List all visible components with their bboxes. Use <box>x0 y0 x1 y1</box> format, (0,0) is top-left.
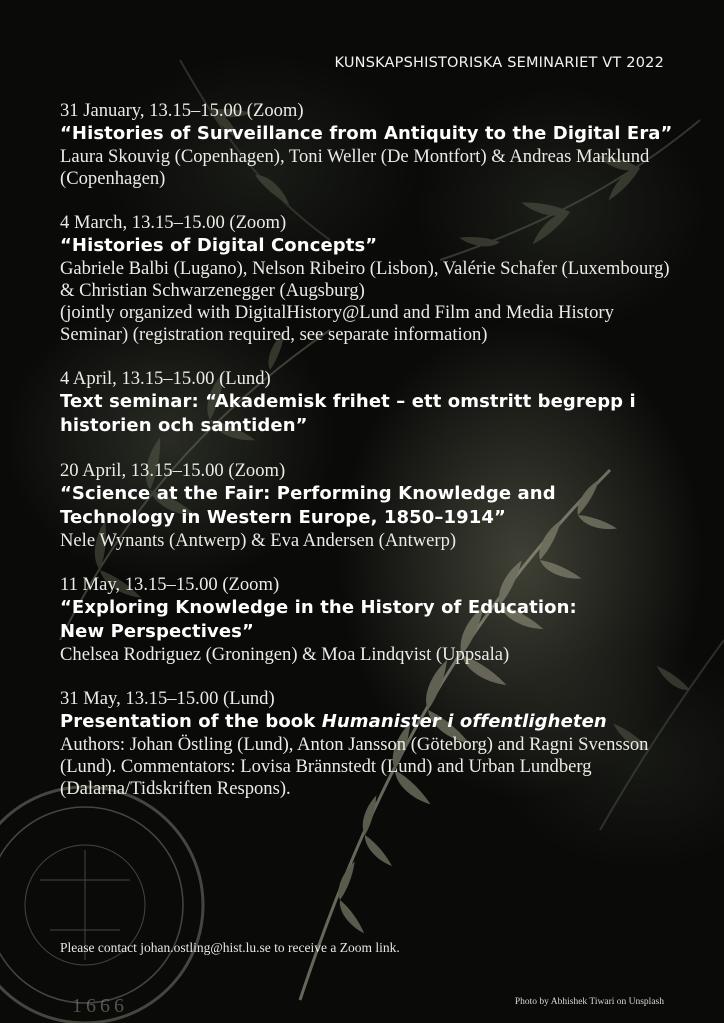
seal-emblem <box>0 787 203 1023</box>
event-title-line: New Perspectives” <box>60 621 254 642</box>
event-item <box>60 460 680 552</box>
seminar-series-title: KUNSKAPSHISTORISKA SEMINARIET VT 2022 <box>334 55 664 71</box>
event-date: 31 May, 13.15–15.00 (Lund) <box>60 688 275 709</box>
event-date: 4 April, 13.15–15.00 (Lund) <box>60 368 271 389</box>
event-title: “Histories of Surveillance from Antiquity to the Digital Era” <box>60 123 673 144</box>
seal-year: 1666 <box>72 995 128 1017</box>
event-title-line: “Exploring Knowledge in the History of Education: <box>60 597 577 618</box>
event-item <box>60 368 680 438</box>
event-title <box>60 596 680 644</box>
event-title-prefix: Presentation of the book <box>60 711 322 732</box>
event-note: (jointly organized with DigitalHistory@Lund and Film and Media History Seminar) (registration required, see separate information) <box>60 302 614 345</box>
photo-credit: Photo by Abhishek Tiwari on Unsplash <box>514 997 664 1007</box>
event-item <box>60 100 680 190</box>
event-title-line: “Science at the Fair: Performing Knowledge and <box>60 483 556 504</box>
event-list <box>60 100 680 822</box>
event-speakers: Gabriele Balbi (Lugano), Nelson Ribeiro (Lisbon), Valérie Schafer (Luxembourg) & Christian Schwarzenegger (Augsburg) <box>60 258 670 301</box>
event-date: 31 January, 13.15–15.00 (Zoom) <box>60 100 304 121</box>
book-title: Humanister i offentligheten <box>321 711 607 732</box>
event-title <box>60 710 680 734</box>
event-item <box>60 212 680 346</box>
event-title: Text seminar: “Akademisk frihet – ett omstritt begrepp i historien och samtiden” <box>60 391 636 436</box>
event-speakers: Chelsea Rodriguez (Groningen) & Moa Lindqvist (Uppsala) <box>60 644 510 665</box>
event-date: 4 March, 13.15–15.00 (Zoom) <box>60 212 287 233</box>
event-title: “Histories of Digital Concepts” <box>60 235 378 256</box>
event-item <box>60 688 680 800</box>
event-speakers: Authors: Johan Östling (Lund), Anton Jansson (Göteborg) and Ragni Svensson (Lund). Commentators: Lovisa Brännstedt (Lund) and Urban Lundberg (Dalarna/Tidskriften Respons). <box>60 734 649 799</box>
event-date: 11 May, 13.15–15.00 (Zoom) <box>60 574 280 595</box>
event-title-line: Technology in Western Europe, 1850–1914” <box>60 507 506 528</box>
event-item <box>60 574 680 666</box>
event-speakers: Laura Skouvig (Copenhagen), Toni Weller (De Montfort) & Andreas Marklund (Copenhagen) <box>60 146 650 189</box>
event-speakers: Nele Wynants (Antwerp) & Eva Andersen (Antwerp) <box>60 530 457 551</box>
zoom-contact-note: Please contact johan.ostling@hist.lu.se to receive a Zoom link. <box>60 940 400 955</box>
event-title <box>60 482 680 530</box>
event-date: 20 April, 13.15–15.00 (Zoom) <box>60 460 286 481</box>
